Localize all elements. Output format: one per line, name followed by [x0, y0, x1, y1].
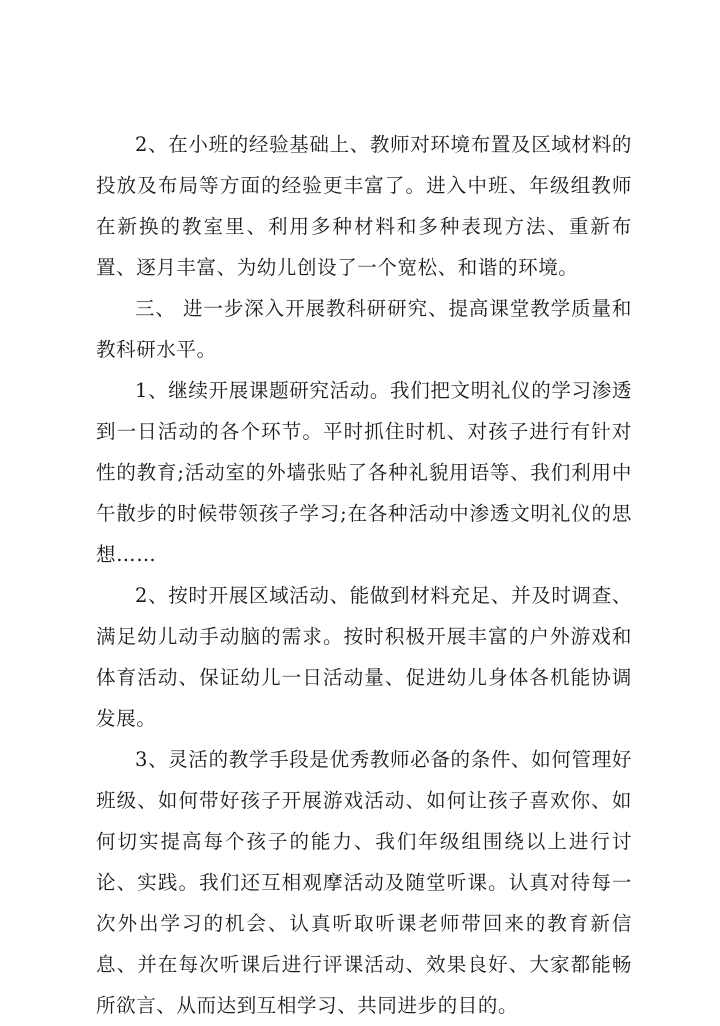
paragraph-section-three-heading: 三、 进一步深入开展教科研研究、提高课堂教学质量和教科研水平。 — [96, 297, 632, 361]
paragraph-research-activities: 1、继续开展课题研究活动。我们把文明礼仪的学习渗透到一日活动的各个环节。平时抓住时机、对孩子进行有针对性的教育;活动室的外墙张贴了各种礼貌用语等、我们利用中午散步的时候带领孩子学习;在各种活动中渗透文明礼仪的思想…… — [96, 379, 632, 566]
paragraph-teaching-methods: 3、灵活的教学手段是优秀教师必备的条件、如何管理好班级、如何带好孩子开展游戏活动、如何让孩子喜欢你、如何切实提高每个孩子的能力、我们年级组围绕以上进行讨论、实践。我们还互相观摩活动及随堂听课。认真对待每一次外出学习的机会、认真听取听课老师带回来的教育新信息、并在每次听课后进行评课活动、效果良好、大家都能畅所欲言、从而达到互相学习、共同进步的目的。 — [96, 748, 632, 1017]
paragraph-environment: 2、在小班的经验基础上、教师对环境布置及区域材料的投放及布局等方面的经验更丰富了。进入中班、年级组教师在新换的教室里、利用多种材料和多种表现方法、重新布置、逐月丰富、为幼儿创设了一个宽松、和谐的环境。 — [96, 133, 632, 279]
paragraph-area-activities: 2、按时开展区域活动、能做到材料充足、并及时调查、满足幼儿动手动脑的需求。按时积极开展丰富的户外游戏和体育活动、保证幼儿一日活动量、促进幼儿身体各机能协调发展。 — [96, 584, 632, 730]
document-body — [96, 124, 632, 1026]
